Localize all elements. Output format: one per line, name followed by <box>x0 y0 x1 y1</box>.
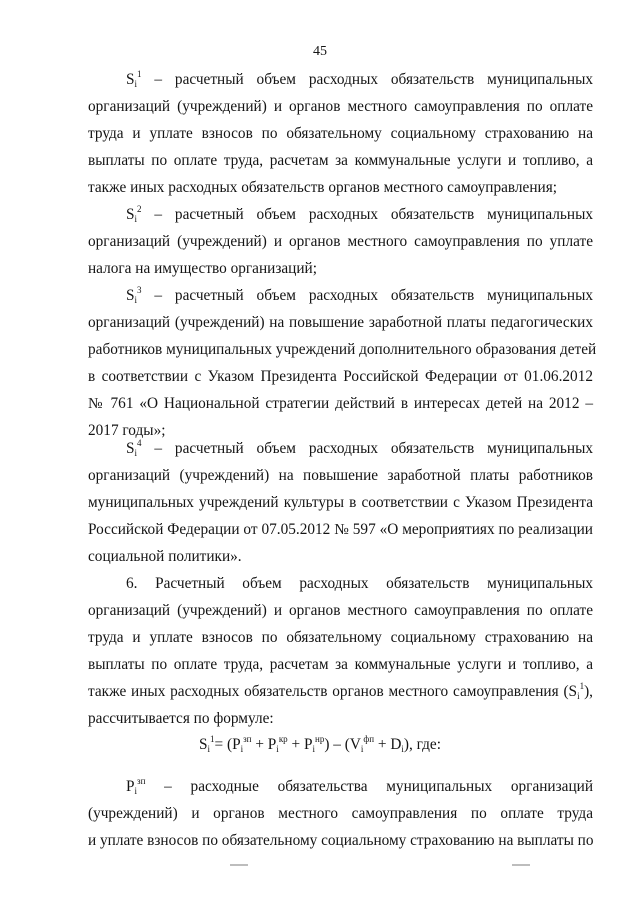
paragraph-line: 6. Расчетный объем расходных обязательств муниципальных <box>126 575 593 592</box>
paragraph-line: $P_i^{зп}$ – расходные обязательства муниципальных организаций <box>126 776 594 796</box>
paragraph-line: муниципальных учреждений культуры в соответствии с Указом Президента <box>88 494 593 511</box>
paragraph-line: 2017 годы»; <box>88 422 166 439</box>
paragraph-line: $S_i^3$ – расчетный объем расходных обязательств муниципальных <box>126 285 593 305</box>
paragraph-s1 <box>88 66 593 201</box>
paragraph-s3 <box>88 282 597 444</box>
paragraph-line: организаций (учреждений) и органов местного самоуправления по оплате <box>88 602 593 619</box>
paragraph-line: организаций (учреждений) и органов местного самоуправления по оплате <box>88 98 593 115</box>
symbol-s4: $S_i^4$ <box>126 438 142 458</box>
scan-mark <box>512 864 530 866</box>
paragraph-line: рассчитывается по формуле: <box>88 710 274 727</box>
paragraph-line: организаций (учреждений) и органов местного самоуправления по уплате <box>88 233 593 250</box>
page-number: 45 <box>313 44 327 59</box>
paragraph-s4 <box>88 435 593 570</box>
symbol-s1: $S_i^1$ <box>126 69 142 89</box>
paragraph-line: труда и уплате взносов по обязательному социальному страхованию на <box>88 629 593 646</box>
paragraph-pzp <box>88 773 593 854</box>
paragraph-line: (учреждений) и органов местного самоуправления по оплате труда <box>88 805 593 822</box>
paragraph-line: организаций (учреждений) на повышение заработной платы работников <box>88 467 593 484</box>
paragraph-line: $S_i^4$ – расчетный объем расходных обязательств муниципальных <box>126 438 593 458</box>
paragraph-line: социальной политики». <box>88 548 242 565</box>
paragraph-line: $S_i^2$ – расчетный объем расходных обязательств муниципальных <box>126 204 593 224</box>
paragraph-line: Российской Федерации от 07.05.2012 № 597 «О мероприятиях по реализации <box>88 521 593 538</box>
scan-mark <box>230 864 248 866</box>
paragraph-line: также иных расходных обязательств органов местного самоуправления; <box>88 179 557 196</box>
paragraph-line: выплаты по оплате труда, расчетам за коммунальные услуги и топливо, а <box>88 656 593 673</box>
symbol-s2: $S_i^2$ <box>126 204 142 224</box>
paragraph-line: налога на имущество организаций; <box>88 260 317 277</box>
paragraph-line: организаций (учреждений) на повышение заработной платы педагогических <box>88 314 593 331</box>
paragraph-s2 <box>88 201 593 282</box>
paragraph-line: работников муниципальных учреждений дополнительного образования детей <box>88 341 597 358</box>
paragraph-line: в соответствии с Указом Президента Российской Федерации от 01.06.2012 <box>88 368 593 385</box>
formula: $S_i^1= (P_i^{зп} + P_i^{кр} + P_i^{нр}) - (V_i^{фп} + D_i)$, где: <box>199 734 441 754</box>
paragraph-line: труда и уплате взносов по обязательному социальному страхованию на <box>88 125 593 142</box>
paragraph-line: $S_i^1$ – расчетный объем расходных обязательств муниципальных <box>126 69 593 89</box>
symbol-s3: $S_i^3$ <box>126 285 142 305</box>
paragraph-line: № 761 «О Национальной стратегии действий в интересах детей на 2012 – <box>88 395 593 412</box>
symbol-pzp: $P_i^{зп}$ <box>126 776 146 796</box>
paragraph-line: и уплате взносов по обязательному социальному страхованию на выплаты по <box>88 832 594 849</box>
paragraph-line: выплаты по оплате труда, расчетам за коммунальные услуги и топливо, а <box>88 152 593 169</box>
paragraph-line: также иных расходных обязательств органов местного самоуправления $(S_i^1)$, <box>88 681 593 701</box>
paragraph-item-6 <box>88 570 593 732</box>
